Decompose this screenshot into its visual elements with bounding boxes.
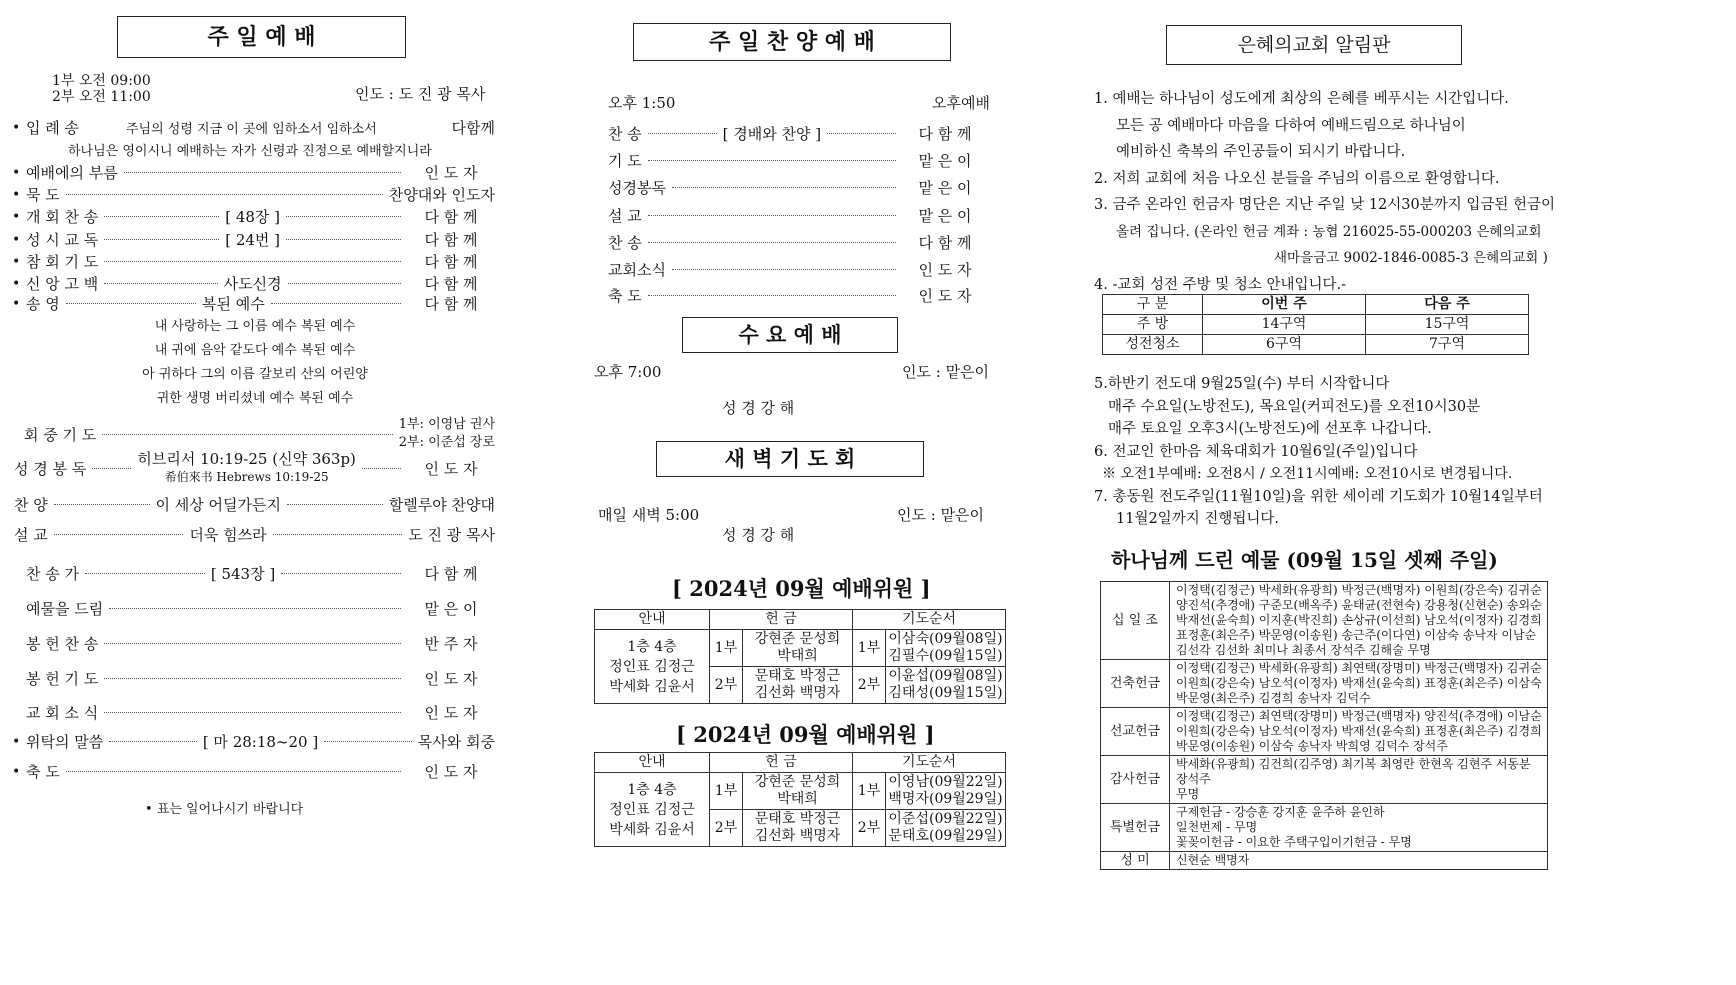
- guide-cell: [595, 630, 710, 704]
- order-label: 봉 헌 찬 송: [26, 635, 99, 653]
- order-row-opening-hymn: [12, 206, 495, 227]
- order-label: 개 회 찬 송: [26, 208, 99, 226]
- order-label: 설 교: [608, 207, 642, 225]
- standing-note-text: 표는 일어나시기 바랍니다: [156, 802, 304, 817]
- part-label: 1부: [710, 630, 743, 667]
- wednesday-leader: 인도 : 맡은이: [902, 363, 990, 381]
- clean-cell: 주 방: [1103, 315, 1203, 335]
- order-label: 입 례 송: [26, 119, 80, 137]
- offering-names: 문태호 박정근: [754, 668, 841, 684]
- order-row-responsive-reading: [12, 229, 495, 250]
- order-item: [ 48장 ]: [225, 208, 281, 226]
- offering-cell: [743, 630, 853, 667]
- order-item: 주님의 성령 지금 이 곳에 임하소서 임하소서: [126, 122, 377, 137]
- service-leader: 인도 : 도 진 광 목사: [355, 85, 486, 103]
- offering-line: 박문영(이송원) 이삼숙 송낙자 박희영 김덕수 장석주: [1176, 739, 1448, 753]
- entrance-verse: 하나님은 영이시니 예배하는 자가 신령과 진정으로 예배할지니라: [68, 144, 432, 159]
- head-offering: 헌 금: [710, 753, 853, 773]
- order-right: 찬양대와 인도자: [388, 186, 495, 204]
- notices: [1094, 86, 1555, 298]
- order-right: 인 도 자: [918, 261, 972, 279]
- offering-label: 특별헌금: [1101, 804, 1170, 852]
- sunday-service-title-box: [117, 16, 406, 58]
- order-label: 회 중 기 도: [24, 425, 97, 444]
- wednesday-title-box: [682, 317, 898, 353]
- offering-row: [1101, 708, 1548, 756]
- offering-line: 이정택(김정근) 박세화(유광희) 박정근(백명자) 이원희(강은숙) 김귀순: [1176, 583, 1542, 597]
- notice-5c: 매주 토요일 오후3시(노방전도)에 선포후 나갑니다.: [1108, 421, 1432, 437]
- offering-names: 김선화 백명자: [754, 685, 841, 701]
- offering-line: 김선각 김선화 최미나 최종서 장석주 김해술 무명: [1176, 643, 1431, 657]
- offering-cell: [743, 667, 853, 704]
- order-right: 다 함 께: [424, 253, 478, 271]
- guide-floors: 1층 4층: [627, 781, 677, 798]
- order-right: 인 도 자: [424, 763, 478, 781]
- order-right: 다 함 께: [424, 275, 478, 293]
- offering-line: 박문영(최은주) 김경희 송낙자 김덕수: [1176, 691, 1371, 705]
- bullet: •: [12, 733, 21, 750]
- order-right: 다 함 께: [918, 234, 972, 252]
- part-label: 1부: [853, 630, 886, 667]
- order-label: 성 시 교 독: [26, 231, 99, 249]
- praise-order-row: [608, 259, 988, 280]
- standing-note: [145, 798, 303, 817]
- wednesday-sermon: 성 경 강 해: [722, 399, 795, 417]
- offering-row: [1101, 756, 1548, 804]
- committee-table-1: [594, 609, 1006, 704]
- bullet: •: [12, 231, 21, 248]
- lyric-line: 귀한 생명 버리셨네 예수 복된 예수: [156, 391, 354, 406]
- order-right: 인 도 자: [918, 287, 972, 305]
- order-label: 성 경 봉 독: [14, 459, 87, 478]
- order-right: 목사와 회중: [417, 733, 496, 751]
- guide-floors: 1층 4층: [627, 638, 677, 655]
- order-item: [ 543장 ]: [210, 565, 276, 583]
- bullet: •: [12, 186, 21, 203]
- clean-cell: 6구역: [1203, 335, 1366, 355]
- prayer-cell: [886, 810, 1006, 847]
- notice-5a: 5.하반기 전도대 9월25일(수) 부터 시작합니다: [1094, 376, 1390, 392]
- order-row-silent-prayer: [12, 184, 495, 205]
- notice-6b: ※ 오전1부예배: 오전8시 / 오전11시예배: 오전10시로 변경됩니다.: [1102, 466, 1513, 482]
- bullet: •: [145, 802, 153, 817]
- clean-cell: 15구역: [1366, 315, 1529, 335]
- offering-line: 이원희(강은숙) 남오석(이정자) 박재선(윤숙희) 표정훈(최은주) 김경희: [1176, 724, 1542, 738]
- notice-7b: 11월2일까지 진행됩니다.: [1116, 511, 1279, 527]
- order-row-benediction: [12, 761, 495, 782]
- offering-label: 감사헌금: [1101, 756, 1170, 804]
- order-right: 인 도 자: [424, 164, 478, 182]
- scripture-ref: 히브리서 10:19-25 (신약 363p): [137, 450, 356, 468]
- guide-names: 정인표 김정근: [609, 801, 695, 818]
- offering-names: 박태희: [777, 791, 818, 807]
- prayer-cell: [886, 773, 1006, 810]
- praise-order-row: [608, 285, 988, 306]
- wednesday-time: 오후 7:00: [594, 363, 662, 381]
- offering-names: [1170, 708, 1548, 756]
- head-offering: 헌 금: [710, 610, 853, 630]
- guide-names: 박세화 김윤서: [609, 678, 695, 695]
- offering-line: 이정택(김정근) 최연택(장명미) 박정근(백명자) 양진석(추경애) 이남순: [1176, 709, 1542, 723]
- offering-line: 박세화(유광희) 김건희(김주영) 최기복 최영란 한현옥 김현주 서동분 장석주: [1176, 757, 1531, 786]
- prayer-cell: [886, 667, 1006, 704]
- prayer-name: 이영남(09월22일): [888, 774, 1003, 790]
- offering-names: [1170, 804, 1548, 852]
- dawn-title: 새 벽 기 도 회: [724, 446, 856, 471]
- notice-5b: 매주 수요일(노방전도), 목요일(커피전도)를 오전10시30분: [1108, 398, 1481, 415]
- head-guide: 안내: [595, 753, 710, 773]
- part-label: 2부: [853, 810, 886, 847]
- order-label: 참 회 기 도: [26, 253, 99, 271]
- praise-type: 오후예배: [932, 94, 990, 112]
- offering-line: 이정택(김정근) 박세화(유광희) 최연택(장명미) 박정근(백명자) 김귀순: [1176, 661, 1542, 675]
- order-label: 예배에의 부름: [26, 164, 118, 182]
- bullet: •: [12, 763, 21, 780]
- guide-cell: [595, 773, 710, 847]
- order-row-sermon: [14, 524, 495, 545]
- clean-head: 다음 주: [1366, 295, 1529, 315]
- order-label: 찬 송: [608, 125, 642, 143]
- lyric-line: 아 귀하다 그의 이름 갈보리 산의 어린양: [142, 367, 368, 382]
- order-row-call: [12, 162, 495, 183]
- bulletin-board-title-box: [1166, 25, 1462, 65]
- clean-head: 구 분: [1103, 295, 1203, 315]
- prayer-leaders: [399, 416, 495, 452]
- bullet: •: [12, 275, 21, 292]
- offering-names: [1170, 660, 1548, 708]
- cleaning-table: [1102, 294, 1529, 355]
- order-label: 송 영: [26, 295, 60, 313]
- bulletin-board-title: 은혜의교회 알림판: [1237, 34, 1391, 56]
- order-item: [ 마 28:18~20 ]: [202, 733, 319, 751]
- offering-cell: [743, 810, 853, 847]
- order-right: 반 주 자: [424, 635, 478, 653]
- offering-line: 무명: [1176, 787, 1200, 801]
- dawn-time: 매일 새벽 5:00: [598, 506, 700, 524]
- part-label: 2부: [710, 667, 743, 704]
- order-right: 인 도 자: [424, 670, 478, 688]
- order-label: 축 도: [26, 763, 60, 781]
- order-item: 사도신경: [223, 275, 282, 293]
- order-row-commission: [12, 731, 495, 752]
- order-label: 설 교: [14, 526, 48, 544]
- order-row-hymn: [26, 563, 495, 584]
- order-right: 맡 은 이: [918, 152, 972, 170]
- order-item: 복된 예수: [202, 295, 265, 313]
- offering-line: 일천번제 - 무명: [1176, 820, 1258, 834]
- offering-line: 이원희(강은숙) 남오석(이정자) 박재선(윤숙희) 표정훈(최은주) 이삼숙: [1176, 676, 1542, 690]
- head-prayer: 기도순서: [853, 753, 1006, 773]
- order-right: 맡 은 이: [918, 207, 972, 225]
- offering-label: 십 일 조: [1101, 582, 1170, 660]
- prayer-name: 김필수(09월15일): [888, 648, 1003, 664]
- scripture-text: [137, 450, 356, 486]
- offering-line: 구제헌금 - 강승훈 강지훈 윤주하 윤인하: [1176, 805, 1385, 819]
- guide-names: 정인표 김정근: [609, 658, 695, 675]
- prayer-name: 이윤섭(09월08일): [888, 668, 1003, 684]
- order-row-creed: [12, 273, 495, 294]
- offering-line: 양진석(추경애) 구준모(배옥주) 윤태균(전현숙) 강용청(신현순) 송외순: [1176, 598, 1542, 612]
- service-time-2: 2부 오전 11:00: [52, 89, 151, 105]
- offering-names: [1170, 582, 1548, 660]
- order-right: 다함께: [451, 119, 495, 137]
- praise-service-title: 주 일 찬 양 예 배: [709, 29, 875, 55]
- doxology-lyrics: [110, 315, 400, 411]
- praise-service-title-box: [633, 23, 951, 61]
- bullet: •: [12, 295, 21, 312]
- prayer-leader-1: 1부: 이영남 권사: [398, 417, 495, 432]
- dawn-sermon: 성 경 강 해: [722, 526, 795, 544]
- bullet: •: [12, 208, 21, 225]
- order-row-repentance: [12, 251, 495, 272]
- clean-cell: 성전청소: [1103, 335, 1203, 355]
- order-label: 기 도: [608, 152, 642, 170]
- offering-line: 신현순 백명자: [1176, 853, 1250, 867]
- order-right: 다 함 께: [424, 565, 478, 583]
- order-label: 축 도: [608, 287, 642, 305]
- order-label: 찬 송 가: [26, 565, 80, 583]
- notices-2: [1094, 373, 1543, 531]
- order-label: 위탁의 말씀: [26, 733, 104, 751]
- dawn-leader: 인도 : 맡은이: [897, 506, 985, 524]
- head-guide: 안내: [595, 610, 710, 630]
- praise-order-row: [608, 177, 988, 198]
- offering-names: 강현준 문성희: [754, 774, 841, 790]
- offering-cell: [743, 773, 853, 810]
- prayer-leader-2: 2부: 이준섭 장로: [398, 435, 495, 450]
- order-label: 신 앙 고 백: [26, 275, 99, 293]
- offering-names: 박태희: [777, 648, 818, 664]
- order-right: 맡 은 이: [424, 600, 478, 618]
- sunday-service-title: 주 일 예 배: [207, 24, 316, 50]
- praise-order-row: [608, 232, 988, 253]
- order-label: 예물을 드림: [26, 600, 104, 618]
- offering-line: 표정훈(최은주) 박문영(이송원) 송근주(이다연) 이삼숙 송낙자 이남순: [1176, 628, 1537, 642]
- part-label: 2부: [853, 667, 886, 704]
- order-label: 교 회 소 식: [26, 704, 99, 722]
- bullet: •: [12, 119, 21, 136]
- order-right: 다 함 께: [424, 295, 478, 313]
- order-label: 성경봉독: [608, 179, 666, 197]
- praise-order-row: [608, 150, 988, 171]
- notice-7a: 7. 총동원 전도주일(11월10일)을 위한 세이레 기도회가 10월14일부터: [1094, 488, 1543, 505]
- notice-3a: 3. 금주 온라인 헌금자 명단은 지난 주일 낮 12시30분까지 입금된 헌금이: [1094, 197, 1556, 213]
- order-right: 맡 은 이: [918, 179, 972, 197]
- order-label: 봉 헌 기 도: [26, 670, 99, 688]
- offering-names: 강현준 문성희: [754, 631, 841, 647]
- clean-cell: 7구역: [1366, 335, 1529, 355]
- order-label: 찬 송: [608, 234, 642, 252]
- order-right: 인 도 자: [424, 704, 478, 722]
- prayer-name: 백명자(09월29일): [888, 791, 1003, 807]
- offering-label: 성 미: [1101, 852, 1170, 870]
- head-prayer: 기도순서: [853, 610, 1006, 630]
- order-item: 더욱 힘쓰라: [189, 526, 267, 544]
- order-row-choir: [14, 494, 495, 515]
- clean-cell: 14구역: [1203, 315, 1366, 335]
- notice-1c: 예비하신 축복의 주인공들이 되시기 바랍니다.: [1116, 144, 1406, 160]
- notice-4: 4. -교회 성전 주방 및 청소 안내입니다.-: [1094, 276, 1346, 293]
- notice-2: 2. 저희 교회에 처음 나오신 분들을 주님의 이름으로 환영합니다.: [1094, 170, 1500, 187]
- praise-order-row: [608, 205, 988, 226]
- guide-names: 박세화 김윤서: [609, 821, 695, 838]
- offering-row: [1101, 852, 1548, 870]
- order-row-congregation-prayer: [24, 416, 495, 452]
- offering-row: [1101, 582, 1548, 660]
- notice-3b: 올려 집니다. (온라인 헌금 계좌 : 농협 216025-55-000203 은혜의교회: [1116, 223, 1542, 240]
- offering-row: [1101, 804, 1548, 852]
- part-label: 1부: [710, 773, 743, 810]
- offering-names: 김선화 백명자: [754, 828, 841, 844]
- offering-names: [1170, 756, 1548, 804]
- order-row-entrance: [12, 117, 495, 138]
- prayer-name: 이삼숙(09월08일): [888, 631, 1003, 647]
- prayer-name: 문태호(09월29일): [888, 828, 1003, 844]
- bullet: •: [12, 253, 21, 270]
- order-item: [ 24번 ]: [225, 231, 281, 249]
- offering-row: [1101, 660, 1548, 708]
- committee-table-2: [594, 752, 1006, 847]
- order-right: 도 진 광 목사: [408, 526, 496, 544]
- clean-head: 이번 주: [1203, 295, 1366, 315]
- notice-1b: 모든 공 예배마다 마음을 다하여 예배드림으로 하나님이: [1116, 117, 1466, 134]
- order-right: 인 도 자: [424, 459, 478, 478]
- order-label: 묵 도: [26, 186, 60, 204]
- offering-line: 꽃꽂이헌금 - 이요한 주택구입이기헌금 - 무명: [1176, 835, 1412, 849]
- wednesday-title: 수 요 예 배: [738, 322, 842, 347]
- part-label: 1부: [853, 773, 886, 810]
- order-row-news: [26, 702, 495, 723]
- committee-title-2: [ 2024년 09월 예배위원 ]: [676, 722, 935, 747]
- dawn-title-box: [656, 441, 924, 477]
- bullet: •: [12, 164, 21, 181]
- committee-title-1: [ 2024년 09월 예배위원 ]: [672, 576, 931, 601]
- order-row-scripture: [14, 450, 495, 486]
- offering-label: 건축헌금: [1101, 660, 1170, 708]
- order-right: 다 함 께: [424, 231, 478, 249]
- order-right: 다 함 께: [918, 125, 972, 143]
- notice-3c: 새마을금고 9002-1846-0085-3 은혜의교회 ): [1274, 250, 1548, 266]
- prayer-cell: [886, 630, 1006, 667]
- prayer-name: 이준섭(09월22일): [888, 811, 1003, 827]
- offering-table: [1100, 581, 1548, 870]
- lyric-line: 내 귀에 음악 같도다 예수 복된 예수: [154, 343, 356, 358]
- order-label: 찬 양: [14, 496, 48, 514]
- offering-label: 선교헌금: [1101, 708, 1170, 756]
- offering-names: [1170, 852, 1548, 870]
- prayer-name: 김태성(09월15일): [888, 685, 1003, 701]
- lyric-line: 내 사랑하는 그 이름 예수 복된 예수: [154, 319, 356, 334]
- notice-1a: 1. 예배는 하나님이 성도에게 최상의 은혜를 베푸시는 시간입니다.: [1094, 91, 1509, 107]
- order-item: 이 세상 어딜가든지: [155, 496, 282, 514]
- offering-line: 박재선(윤숙희) 이지훈(박진희) 손상규(이선희) 남오석(이정자) 김경희: [1176, 613, 1542, 627]
- order-row-offering-hymn: [26, 633, 495, 654]
- offering-names: 문태호 박정근: [754, 811, 841, 827]
- order-right: 할렐루야 찬양대: [388, 496, 496, 514]
- part-label: 2부: [710, 810, 743, 847]
- order-right: 다 함 께: [424, 208, 478, 226]
- praise-order-row: [608, 123, 988, 144]
- order-row-offering: [26, 598, 495, 619]
- order-label: 교회소식: [608, 261, 666, 279]
- notice-6a: 6. 전교인 한마음 체육대회가 10월6일(주일)입니다: [1094, 443, 1418, 460]
- praise-time: 오후 1:50: [608, 94, 676, 112]
- order-row-doxology: [12, 293, 495, 314]
- scripture-ref-alt: 希伯來书 Hebrews 10:19-25: [164, 470, 329, 484]
- service-time-1: 1부 오전 09:00: [52, 73, 151, 89]
- order-row-offering-prayer: [26, 668, 495, 689]
- order-item: [ 경배와 찬양 ]: [722, 125, 822, 143]
- offering-title: 하나님께 드린 예물 (09월 15일 셋째 주일): [1111, 548, 1498, 572]
